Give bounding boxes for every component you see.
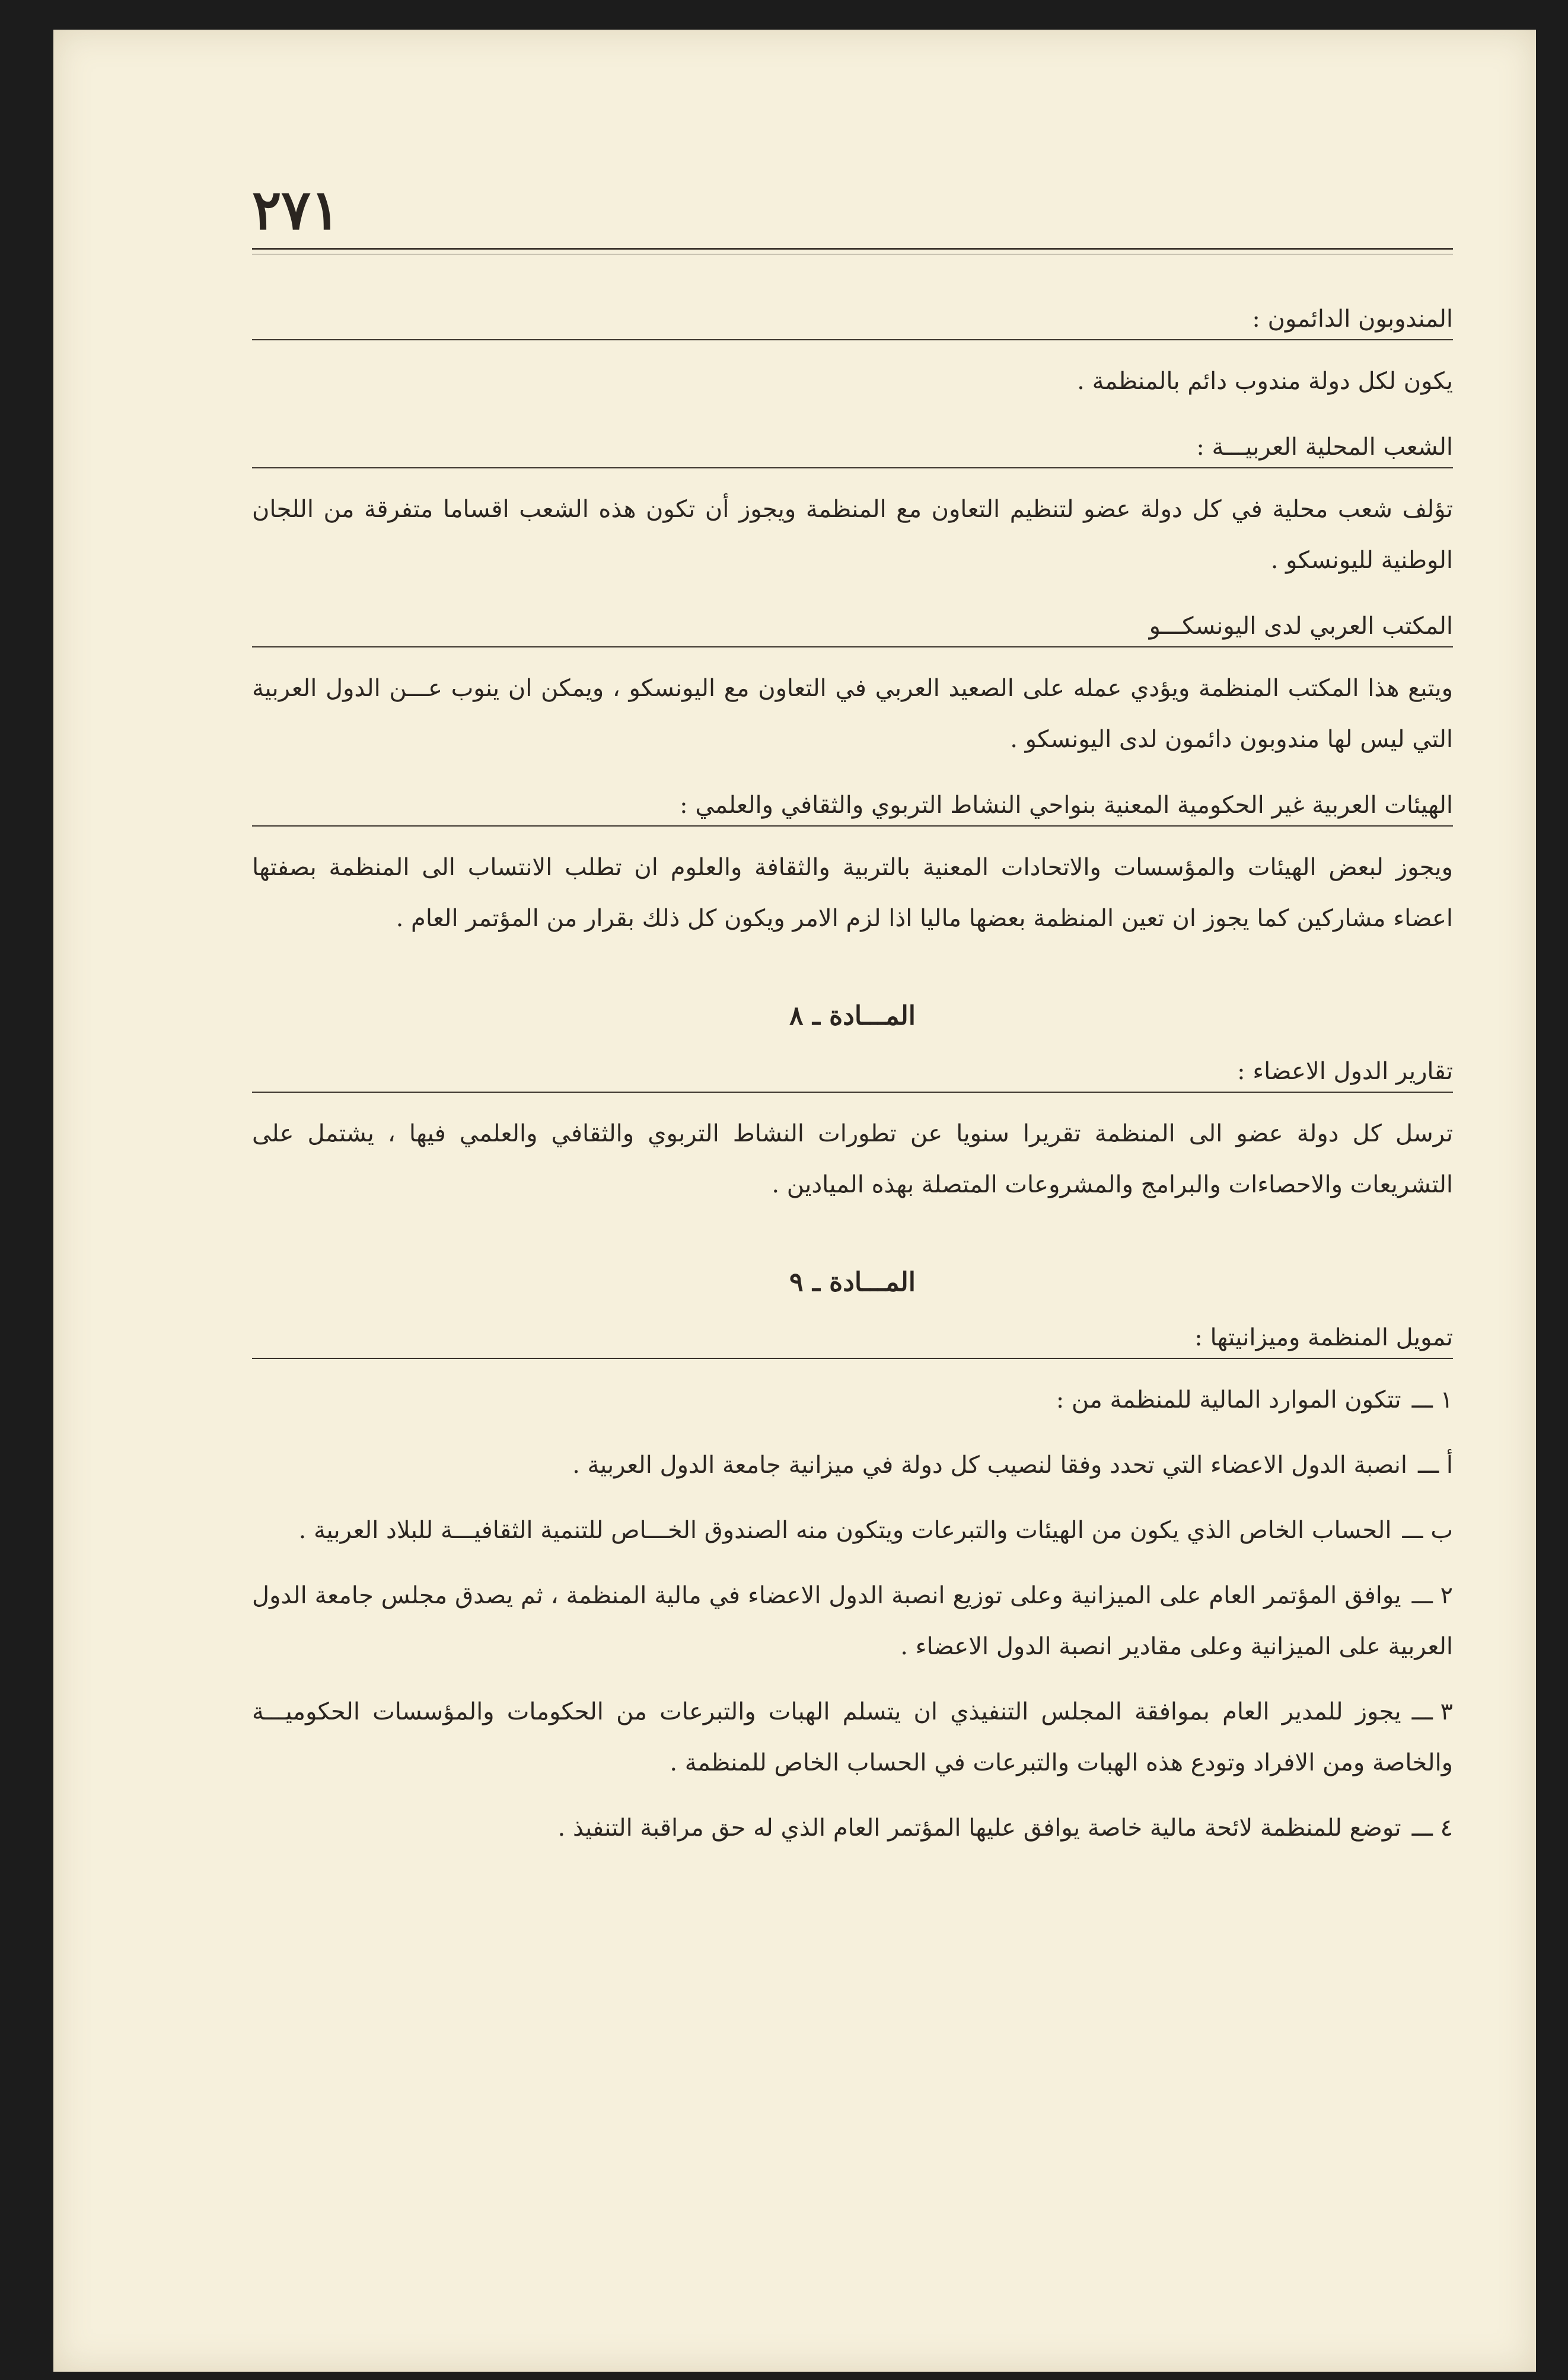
section-heading-ngos: الهيئات العربية غير الحكومية المعنية بنواحي النشاط التربوي والثقافي والعلمي : <box>252 789 1453 827</box>
header-rule <box>252 248 1453 250</box>
list-item-text: انصبة الدول الاعضاء التي تحدد وفقا لنصيب كل دولة في ميزانية جامعة الدول العربية . <box>572 1451 1408 1479</box>
list-item-number: ٣ ـــ <box>1411 1698 1453 1725</box>
list-item-text: تتكون الموارد المالية للمنظمة من : <box>1056 1386 1401 1414</box>
list-item-text: الحساب الخاص الذي يكون من الهيئات والتبرعات ويتكون منه الصندوق الخـــاص للتنمية الثقافيـــة للبلاد العربية . <box>298 1517 1392 1544</box>
document-page <box>53 30 1536 2372</box>
list-item <box>252 1374 1453 1425</box>
list-item-number: ٤ ـــ <box>1411 1814 1453 1842</box>
list-item-text: يوافق المؤتمر العام على الميزانية وعلى توزيع انصبة الدول الاعضاء في مالية المنظمة ، ثم يصدق مجلس جامعة الدول العربية على الميزانية وعلى مقادير انصبة الدول الاعضاء . <box>252 1582 1453 1660</box>
list-item-number: ٢ ـــ <box>1411 1582 1453 1609</box>
section-heading-permanent-delegates: المندوبون الدائمون : <box>252 302 1453 340</box>
section-heading-local-branches: الشعب المحلية العربيـــة : <box>252 430 1453 468</box>
list-item <box>252 1570 1453 1672</box>
list-item <box>252 1440 1453 1491</box>
article-9-heading: تمويل المنظمة وميزانيتها : <box>252 1321 1453 1359</box>
article-8-title: المـــادة ـ ٨ <box>789 1001 916 1031</box>
article-8-text: ترسل كل دولة عضو الى المنظمة تقريرا سنويا عن تطورات النشاط التربوي والثقافي والعلمي فيها ، يشتمل على التشريعات والاحصاءات والبرامج والمشروعات المتصلة بهذه الميادين . <box>252 1120 1453 1198</box>
section-heading-arab-office: المكتب العربي لدى اليونسكـــو <box>252 610 1453 647</box>
article-8-heading: تقارير الدول الاعضاء : <box>252 1055 1453 1093</box>
article-9-title: المـــادة ـ ٩ <box>789 1267 916 1297</box>
document-body <box>252 279 1453 1868</box>
list-item <box>252 1686 1453 1788</box>
list-item-number: أ ـــ <box>1418 1451 1453 1479</box>
list-item-number: ١ ـــ <box>1411 1386 1453 1414</box>
section-text-ngos: ويجوز لبعض الهيئات والمؤسسات والاتحادات المعنية بالتربية والثقافة والعلوم ان تطلب الانتساب الى المنظمة بصفتها اعضاء مشاركين كما يجوز ان تعين المنظمة بعضها ماليا اذا لزم الامر ويكون كل ذلك بقرار من المؤتمر العام . <box>252 854 1453 932</box>
section-text-arab-office: ويتبع هذا المكتب المنظمة ويؤدي عمله على الصعيد العربي في التعاون مع اليونسكو ، ويمكن ان ينوب عـــن الدول العربية التي ليس لها مندوبون دائمون لدى اليونسكو . <box>252 675 1453 753</box>
page-number: ٢٧١ <box>252 178 340 242</box>
section-text-permanent-delegates: يكون لكل دولة مندوب دائم بالمنظمة . <box>1077 368 1453 395</box>
list-item <box>252 1505 1453 1556</box>
section-text-local-branches: تؤلف شعب محلية في كل دولة عضو لتنظيم التعاون مع المنظمة ويجوز أن تكون هذه الشعب اقساما متفرقة من اللجان الوطنية لليونسكو . <box>252 496 1453 574</box>
list-item-number: ب ـــ <box>1402 1517 1453 1544</box>
list-item-text: يجوز للمدير العام بموافقة المجلس التنفيذي ان يتسلم الهبات والتبرعات من الحكومات والمؤسسات الحكوميـــة والخاصة ومن الافراد وتودع هذه الهبات والتبرعات في الحساب الخاص للمنظمة . <box>252 1698 1453 1776</box>
list-item-text: توضع للمنظمة لائحة مالية خاصة يوافق عليها المؤتمر العام الذي له حق مراقبة التنفيذ . <box>557 1814 1401 1842</box>
list-item <box>252 1802 1453 1853</box>
